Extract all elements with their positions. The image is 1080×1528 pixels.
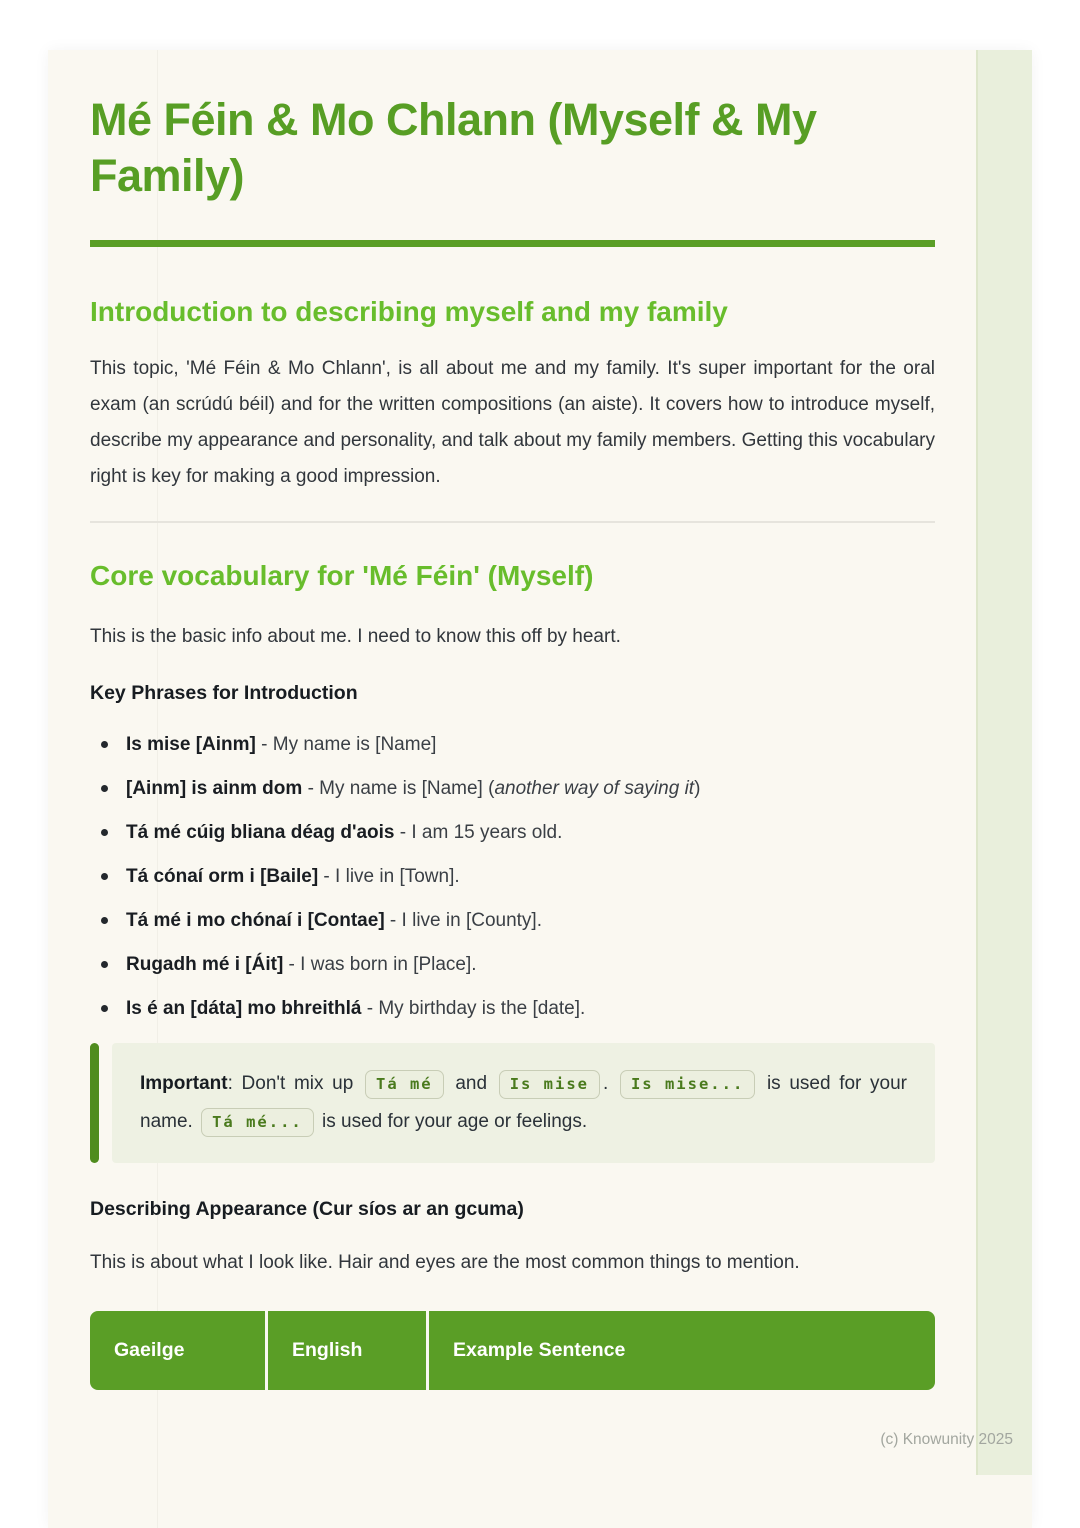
irish-phrase: Is mise [Ainm] <box>126 734 256 755</box>
code-chip: Is mise... <box>620 1070 755 1099</box>
document-content <box>90 92 935 1390</box>
list-item <box>90 997 935 1021</box>
appearance-paragraph: This is about what I look like. Hair and eyes are the most common things to mention. <box>90 1252 800 1273</box>
page-edge-stripe <box>976 50 1032 1475</box>
section-heading-core-vocabulary: Core vocabulary for 'Mé Féin' (Myself) <box>90 560 594 591</box>
section-heading-introduction: Introduction to describing myself and my family <box>90 296 728 327</box>
key-phrases-list <box>90 733 935 1021</box>
vocab-table-header-row <box>90 1311 935 1390</box>
english-translation: - My birthday is the [date]. <box>361 998 586 1019</box>
irish-phrase: Tá mé cúig bliana déag d'aois <box>126 822 395 843</box>
list-item <box>90 733 935 757</box>
english-translation: - My name is [Name] <box>255 734 437 755</box>
list-item <box>90 953 935 977</box>
english-translation: - I am 15 years old. <box>394 822 563 843</box>
irish-phrase: Rugadh mé i [Áit] <box>126 954 284 975</box>
english-translation: - I live in [Town]. <box>318 866 460 887</box>
translation-note: another way of saying it <box>494 778 695 799</box>
code-chip: Tá mé... <box>201 1108 314 1137</box>
english-translation: - My name is [Name] ( <box>302 778 495 799</box>
callout-label: Important <box>140 1073 228 1094</box>
title-rule <box>90 240 935 247</box>
table-header-english: English <box>268 1311 426 1390</box>
table-header-example-sentence: Example Sentence <box>429 1311 935 1390</box>
callout-accent-bar <box>90 1043 99 1163</box>
english-translation: - I live in [County]. <box>384 910 542 931</box>
irish-phrase: Tá cónaí orm i [Baile] <box>126 866 319 887</box>
code-chip: Is mise <box>499 1070 600 1099</box>
irish-phrase: [Ainm] is ainm dom <box>126 778 303 799</box>
document-page <box>48 50 1032 1528</box>
section-divider <box>90 521 935 523</box>
core-vocabulary-paragraph: This is the basic info about me. I need to know this off by heart. <box>90 626 621 647</box>
watermark: (c) Knowunity 2025 <box>880 1431 1013 1448</box>
english-translation: - I was born in [Place]. <box>283 954 477 975</box>
list-item: [Ainm] is ainm dom - My name is [Name] (another way of saying it) <box>90 777 935 801</box>
introduction-paragraph: This topic, 'Mé Féin & Mo Chlann', is all about me and my family. It's super important for the oral exam (an scrúdú béil) and for the written compositions (an aiste). It covers how to introduce myself, describe my appearance and personality, and talk about my family members. Getting this vocabulary right is key for making a good impression. <box>90 358 935 487</box>
subheading-describing-appearance: Describing Appearance (Cur síos ar an gcuma) <box>90 1198 524 1220</box>
important-callout <box>90 1043 935 1163</box>
code-chip: Tá mé <box>365 1070 444 1099</box>
list-item <box>90 909 935 933</box>
subheading-key-phrases: Key Phrases for Introduction <box>90 682 358 704</box>
list-item <box>90 865 935 889</box>
callout-text: Important: Don't mix up Tá mé and Is mise . Is mise... is used for your name. Tá mé... is used for your age or feelings. <box>112 1043 935 1163</box>
page-title: Mé Féin & Mo Chlann (Myself & My Family) <box>90 94 817 201</box>
list-item <box>90 821 935 845</box>
irish-phrase: Tá mé i mo chónaí i [Contae] <box>126 910 385 931</box>
irish-phrase: Is é an [dáta] mo bhreithlá <box>126 998 362 1019</box>
table-header-gaeilge: Gaeilge <box>90 1311 265 1390</box>
